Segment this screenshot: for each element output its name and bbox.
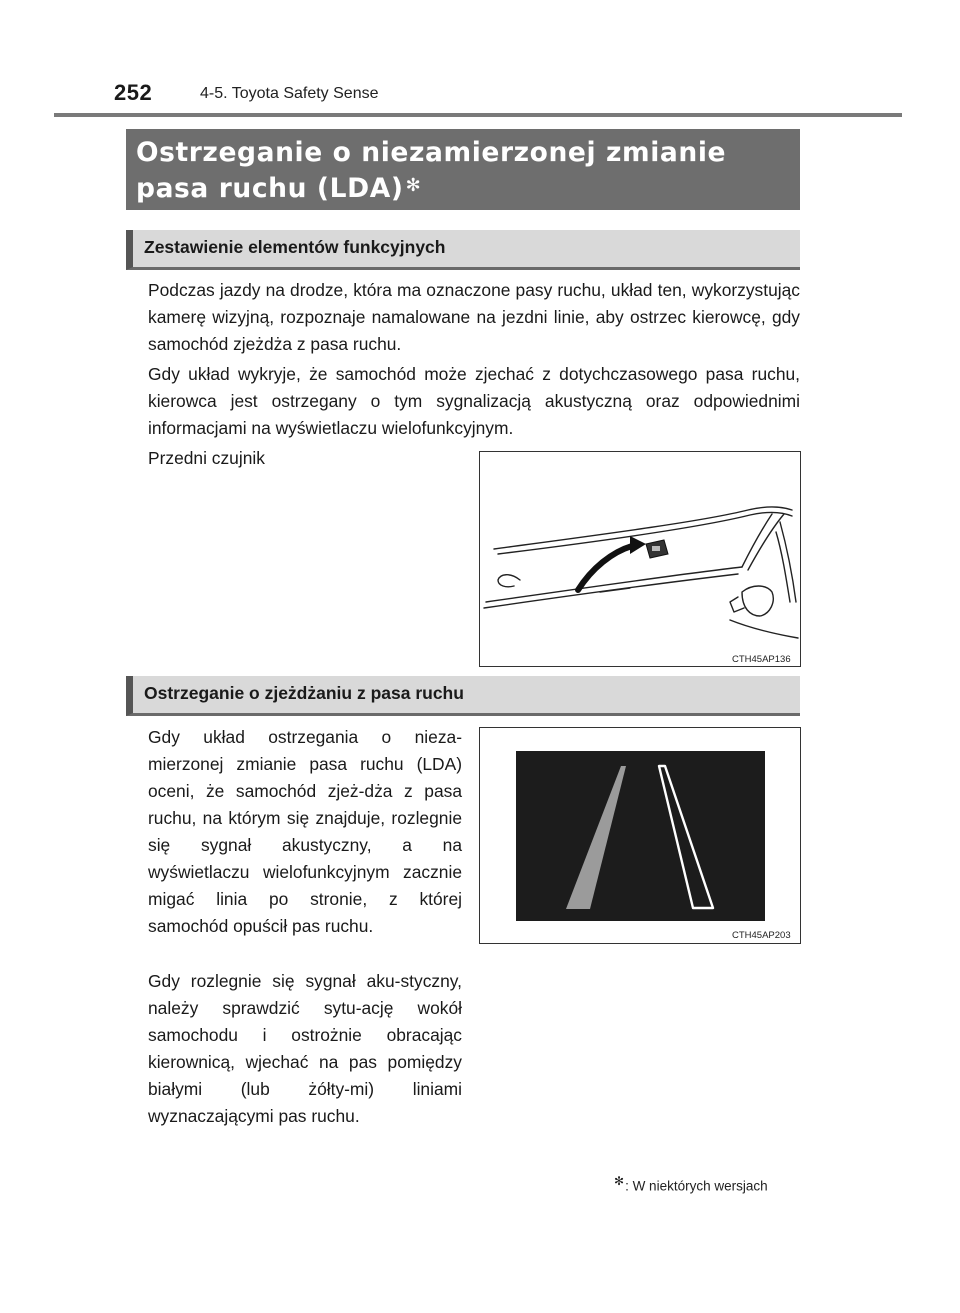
figure-front-sensor	[479, 451, 801, 667]
figure-code: CTH45AP203	[732, 930, 791, 941]
page-number: 252	[114, 80, 153, 105]
footnote-asterisk-mark: ✻	[614, 1174, 625, 1188]
section-heading-functional-elements: Zestawienie elementów funkcyjnych	[126, 230, 800, 270]
paragraph-overview: Podczas jazdy na drodze, która ma oznaczone pasy ruchu, układ ten, wykorzystując kamerę wizyjną, rozpoznaje namalowane na jezdni linie, aby ostrzec kierowcę, gdy samochód zjeżdża z pasa ruchu.	[148, 280, 800, 354]
figure-display-lanes	[479, 727, 801, 944]
footnote	[614, 1174, 768, 1194]
paragraph-warning-description: Gdy układ wykryje, że samochód może zjechać z dotychczasowego pasa ruchu, kierowca jest ostrzegany o tym sygnalizacją akustyczną oraz odpowiednimi informacjami na wyświetlaczu wielofunkcyjnym.	[148, 364, 800, 438]
page-title: Ostrzeganie o niezamierzonej zmianie pasa ruchu (LDA)	[136, 137, 727, 204]
figure-code: CTH45AP136	[732, 654, 791, 665]
paragraph-warning-trigger: Gdy układ ostrzegania o nieza-mierzonej zmianie pasa ruchu (LDA) oceni, że samochód zjeż-dża z pasa ruchu, na którym się znajduje, rozlegnie się sygnał akustyczny, a na wyświetlaczu wielofunkcyjnym zacznie migać linia po stronie, z której samochód opuścił pas ruchu.	[148, 727, 462, 936]
title-banner	[126, 129, 800, 210]
header-divider	[54, 113, 902, 117]
display-illustration	[480, 728, 800, 943]
section-reference: 4-5. Toyota Safety Sense	[200, 85, 379, 102]
windshield-illustration	[480, 452, 800, 666]
section-heading-lane-departure-warning: Ostrzeganie o zjeżdżaniu z pasa ruchu	[126, 676, 800, 716]
footnote-text: : W niektórych wersjach	[625, 1178, 768, 1194]
paragraph-driver-action: Gdy rozlegnie się sygnał aku-styczny, należy sprawdzić sytu-ację wokół samochodu i ostrożnie obracając kierownicą, wjechać na pas pomiędzy białymi (lub żółty-mi) liniami wyznaczającymi pas ruchu.	[148, 971, 462, 1126]
title-asterisk-mark: ✻	[405, 174, 421, 195]
label-front-sensor: Przedni czujnik	[148, 448, 265, 468]
